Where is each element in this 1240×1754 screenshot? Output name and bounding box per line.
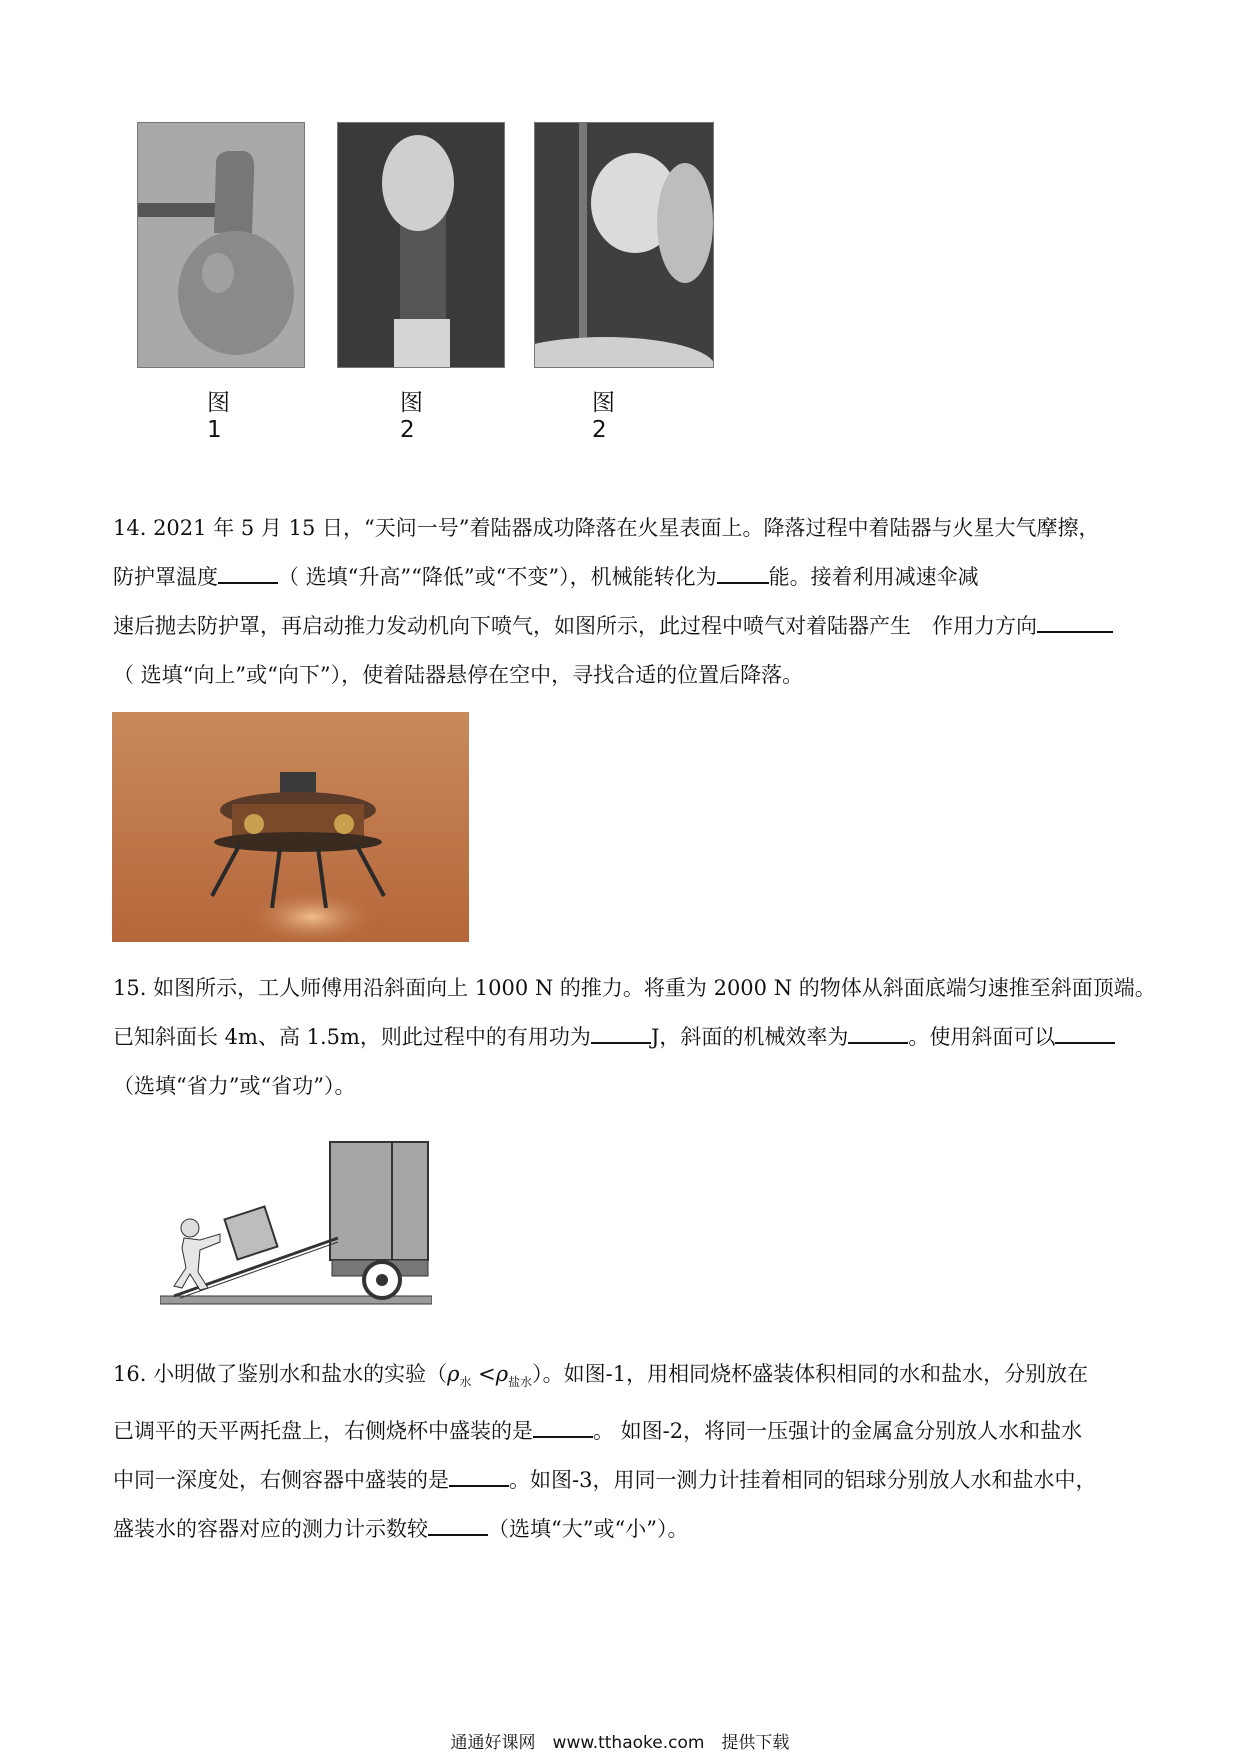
q16-line-2: 已调平的天平两托盘上，右侧烧杯中盛装的是 。 如图-2，将同一压强计的金属盒分别放人水和盐水: [113, 1407, 1133, 1456]
question-14: [113, 504, 1133, 700]
q15-line-1: 15. 如图所示，工人师傅用沿斜面向上 1000 N 的推力。将重为 2000 N 的物体从斜面底端匀速推至斜面顶端。: [113, 976, 1156, 1000]
q16-line-3: 中同一深度处，右侧容器中盛装的是 。如图-3，用同一测力计挂着相同的铝球分别放人水和盐水中，: [113, 1456, 1133, 1505]
q14-line-3: 速后抛去防护罩，再启动推力发动机向下喷气，如图所示，此过程中喷气对着陆器产生 作用力方向: [113, 602, 1133, 651]
answer-blank[interactable]: [218, 562, 278, 584]
figure-2-photo: [337, 122, 505, 368]
incline-ramp-illustration: [160, 1138, 432, 1310]
answer-blank[interactable]: [449, 1465, 509, 1487]
answer-blank[interactable]: [848, 1022, 908, 1044]
answer-blank[interactable]: [428, 1514, 488, 1536]
answer-blank[interactable]: [1037, 611, 1113, 633]
figure-3-caption: 图2: [592, 390, 615, 443]
q15-line-3: （选填“省力”或“省功”）。: [113, 1074, 356, 1098]
figure-2-caption: 图2: [400, 390, 423, 443]
question-16: [113, 1350, 1133, 1554]
q16-line-1: 16. 小明做了鉴别水和盐水的实验$(\rho_水 <\rho_{盐水})$。如图-1，用相同烧杯盛装体积相同的水和盐水，分别放在: [113, 1362, 1089, 1390]
answer-blank[interactable]: [717, 562, 769, 584]
figure-1-photo: [137, 122, 305, 368]
figure-3-photo: [534, 122, 714, 368]
answer-blank[interactable]: [591, 1022, 651, 1044]
answer-blank[interactable]: [1055, 1022, 1115, 1044]
q14-line-1: 14. 2021 年 5 月 15 日，“天问一号”着陆器成功降落在火星表面上。降落过程中着陆器与火星大气摩擦，: [113, 516, 1100, 540]
page-footer: 通通好课网 www.tthaoke.com 提供下载: [450, 1733, 790, 1753]
answer-blank[interactable]: [533, 1416, 593, 1438]
mars-lander-photo: [112, 712, 469, 942]
q14-line-4: （ 选填“向上”或“向下”），使着陆器悬停在空中，寻找合适的位置后降落。: [113, 663, 804, 687]
q14-line-2: 防护罩温度 （ 选填“升高”“降低”或“不变”），机械能转化为 能。接着利用减速伞减: [113, 553, 1133, 602]
question-15: [113, 964, 1156, 1111]
figure-1-caption: 图1: [207, 390, 230, 443]
q15-line-2: 已知斜面长 4m、高 1.5m，则此过程中的有用功为 J，斜面的机械效率为 。使用斜面可以: [113, 1013, 1133, 1062]
q16-line-4: 盛装水的容器对应的测力计示数较 （选填“大”或“小”）。: [113, 1505, 1133, 1554]
